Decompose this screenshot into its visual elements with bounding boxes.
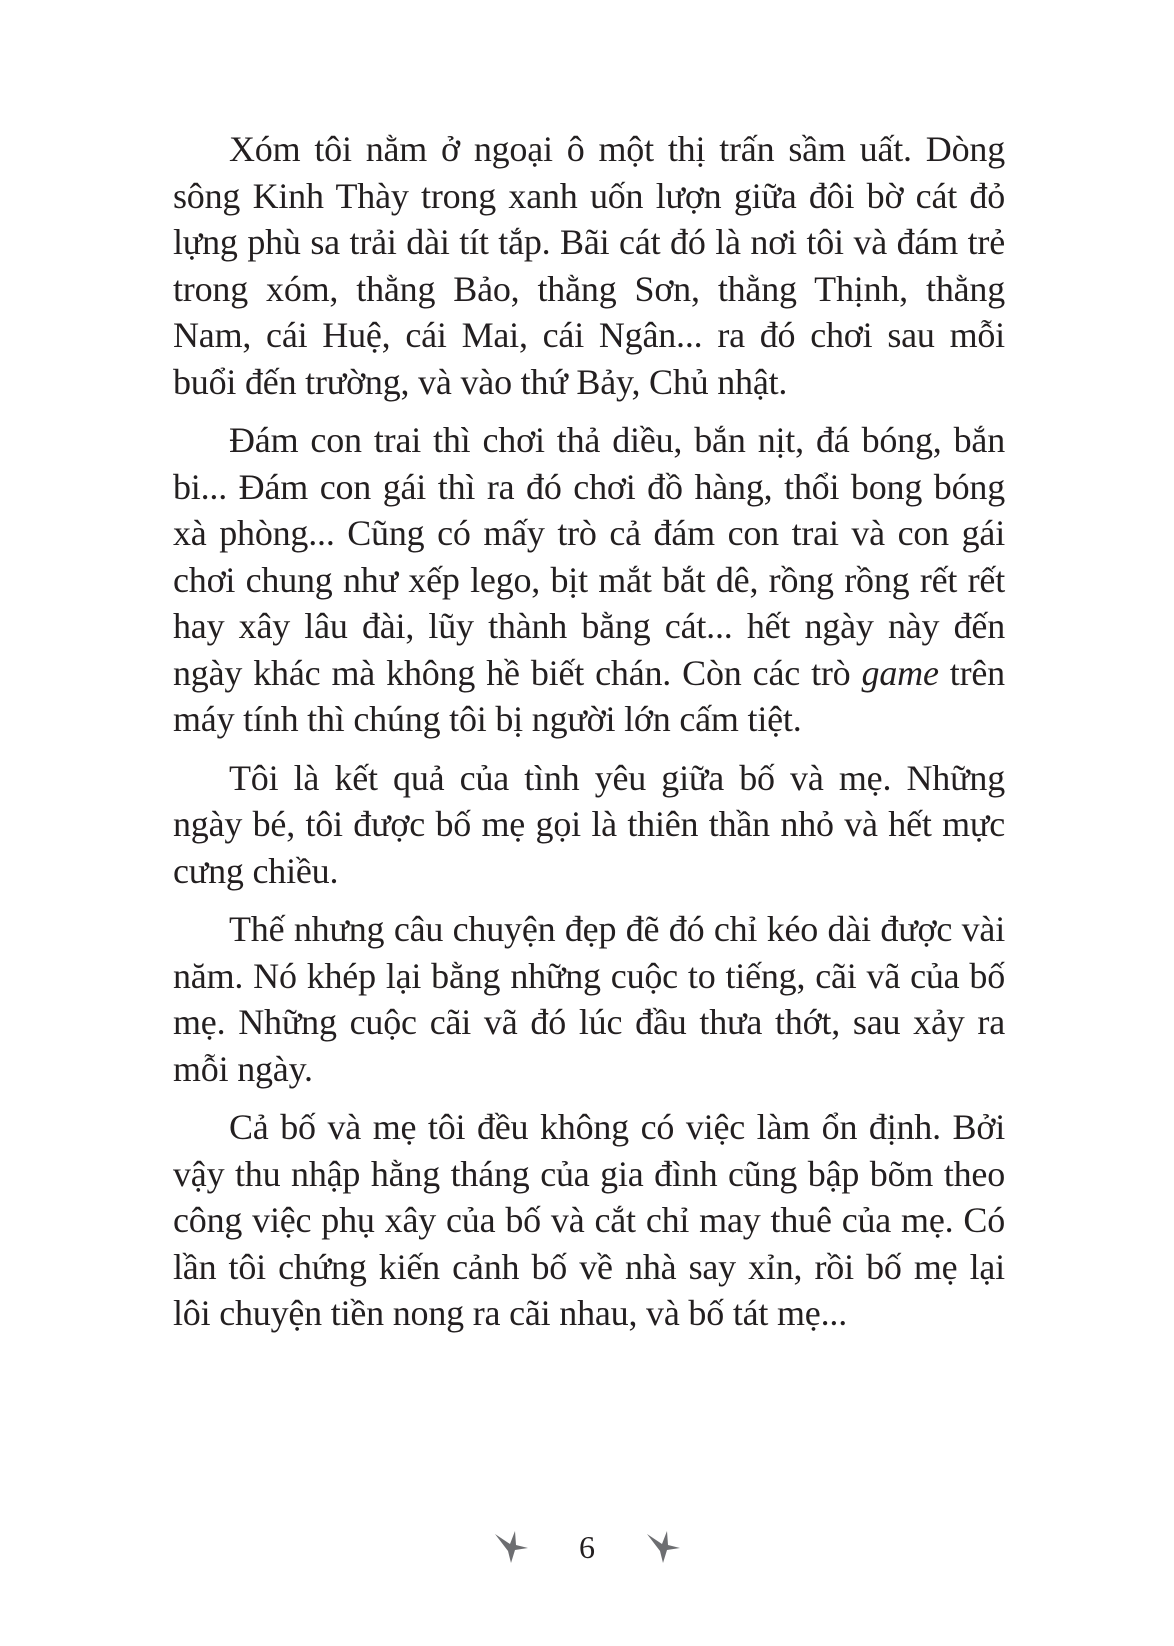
star-icon — [491, 1527, 531, 1567]
paragraph-3: Tôi là kết quả của tình yêu giữa bố và mẹ. Những ngày bé, tôi được bố mẹ gọi là thiên thần nhỏ và hết mực cưng chiều. — [173, 757, 1005, 891]
star-icon — [643, 1527, 683, 1567]
paragraph-1: Xóm tôi nằm ở ngoại ô một thị trấn sầm uất. Dòng sông Kinh Thày trong xanh uốn lượn giữa đôi bờ cát đỏ lựng phù sa trải dài tít tắp. Bãi cát đó là nơi tôi và đám trẻ trong xóm, thằng Bảo, thằng Sơn, thằng Thịnh, thằng Nam, cái Huệ, cái Mai, cái Ngân... ra đó chơi sau mỗi buổi đến trường, và vào thứ Bảy, Chủ nhật. — [173, 129, 1005, 402]
page-number: 6 — [579, 1528, 595, 1565]
paragraph-2 — [173, 417, 1005, 743]
page-footer — [0, 1522, 1174, 1572]
paragraph-4: Thế nhưng câu chuyện đẹp đẽ đó chỉ kéo dài được vài năm. Nó khép lại bằng những cuộc to tiếng, cãi vã của bố mẹ. Những cuộc cãi vã đó lúc đầu thưa thớt, sau xảy ra mỗi ngày. — [173, 909, 1005, 1089]
paragraph-2-text-before: Đám con trai thì chơi thả diều, bắn nịt, đá bóng, bắn bi... Đám con gái thì ra đó chơi đồ hàng, thổi bong bóng xà phòng... Cũng có mấy trò cả đám con trai và con gái chơi chung như xếp lego, bịt mắt bắt dê, rồng rồng rết rết hay xây lâu đài, lũy thành bằng cát... hết ngày này đến ngày khác mà không hề biết chán. Còn các trò — [173, 420, 1005, 693]
paragraph-2-text-after: trên máy tính thì chúng tôi bị người lớn cấm tiệt. — [173, 652, 1005, 739]
paragraph-2-emphasis: game — [861, 652, 939, 693]
page-body — [173, 126, 1005, 1349]
paragraph-5: Cả bố và mẹ tôi đều không có việc làm ổn định. Bởi vậy thu nhập hằng tháng của gia đình cũng bập bõm theo công việc phụ xây của bố và cắt chỉ may thuê của mẹ. Có lần tôi chứng kiến cảnh bố về nhà say xỉn, rồi bố mẹ lại lôi chuyện tiền nong ra cãi nhau, và bố tát mẹ... — [173, 1107, 1005, 1333]
